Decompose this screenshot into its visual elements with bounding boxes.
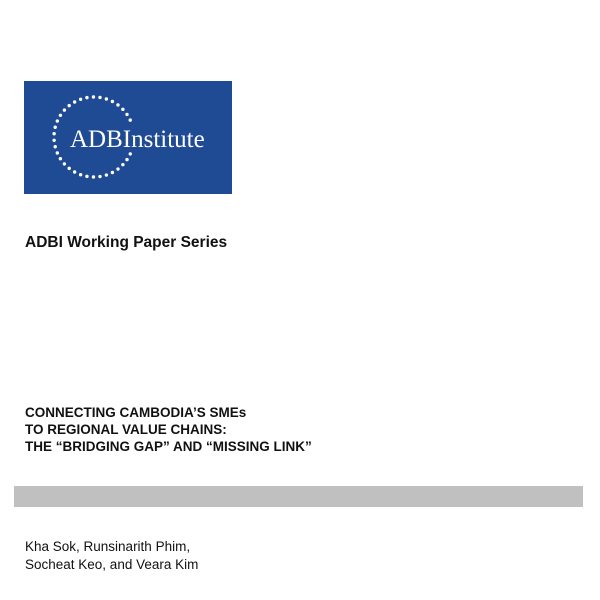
logo-dot <box>92 95 95 98</box>
logo-dot <box>67 104 70 107</box>
logo-dot <box>111 171 114 174</box>
logo-dot <box>54 145 57 148</box>
paper-title-line: TO REGIONAL VALUE CHAINS: <box>25 422 227 437</box>
series-title: ADBI Working Paper Series <box>25 234 228 251</box>
logo-dot <box>85 175 88 178</box>
logo-dot <box>52 139 55 142</box>
logo-dot <box>92 175 95 178</box>
logo-dot <box>56 119 59 122</box>
logo-dot <box>63 162 66 165</box>
logo-dot <box>52 132 55 135</box>
logo-dot <box>116 167 119 170</box>
logo-dot <box>98 175 101 178</box>
logo-dot <box>67 167 70 170</box>
logo-dot <box>59 114 62 117</box>
adbi-logo <box>24 81 232 194</box>
logo-dot <box>111 100 114 103</box>
paper-title-line: CONNECTING CAMBODIA’S SMEs <box>25 405 247 420</box>
logo-dot <box>125 158 128 161</box>
logo-dot <box>125 113 128 116</box>
author-line: Kha Sok, Runsinarith Phim, <box>25 539 191 554</box>
paper-title <box>25 404 312 455</box>
author-line: Socheat Keo, and Veara Kim <box>25 557 199 572</box>
logo-dot <box>73 100 76 103</box>
logo-text: ADBInstitute <box>70 126 205 153</box>
logo-dot <box>73 170 76 173</box>
logo-dot <box>121 163 124 166</box>
logo-dot <box>85 96 88 99</box>
paper-title-line: THE “BRIDGING GAP” AND “MISSING LINK” <box>25 439 312 454</box>
logo-dot <box>59 157 62 160</box>
logo-dot <box>79 173 82 176</box>
logo-dot <box>79 98 82 101</box>
author-list <box>25 538 198 574</box>
logo-dot <box>105 173 108 176</box>
logo-dot <box>63 108 66 111</box>
logo-dot <box>56 151 59 154</box>
logo-dot <box>129 118 132 121</box>
logo-dot <box>116 103 119 106</box>
logo-dot <box>105 97 108 100</box>
logo-dot <box>54 126 57 129</box>
divider-bar <box>14 486 583 507</box>
logo-dot <box>98 96 101 99</box>
logo-dot <box>121 108 124 111</box>
